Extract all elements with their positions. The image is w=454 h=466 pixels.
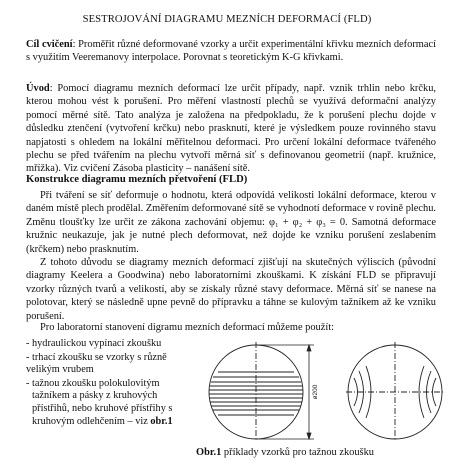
figure-caption-label: Obr.1 bbox=[196, 447, 222, 458]
intro-label: Úvod bbox=[26, 83, 50, 94]
intro-text: : Pomocí diagramu mezních deformací lze určit případy, např. vznik trhlin nebo krčku, kterou mohou vést k porušení. Pro měření vlastností plechů se využívá deformační analýzy pomocí měrné sítě. Tato analýza je založena na předpokladu, že k porušení plechu dojde v důsledku ztenčení (vytvoření krčku) nebo prasknutí, které je výsledkem pouze rovinného stavu napjatosti s ohledem na lokální měřitelnou deformaci. Pro určení lokální deformace tvářeného plechu se před tvářením na plechu vytvoří měrná síť s definovanou geometrií (např. kružnice, mřížka). Viz cvičení Zásoba plasticity – nanášení sítě. bbox=[26, 83, 436, 175]
goal-text: : Proměřit různé deformované vzorky a určit experimentální křivku mezních deformací s využitím Veeremanovy interpolace. Porovnat s teoretickým K-G křivkami. bbox=[26, 39, 436, 64]
list-item: - tažnou zkoušku polokulovitým tažníkem a pásky z kruhových přístřihů, nebo kruhové přístřihy s kruhovým odlehčením – viz obr.1 bbox=[26, 377, 173, 427]
intro-paragraph bbox=[26, 82, 436, 176]
list-item: - trhací zkoušku se vzorky s různě velikým vrubem bbox=[26, 351, 167, 376]
methods-list bbox=[26, 338, 184, 429]
paragraph-3: Pro laboratorní stanovení digramu mezních deformací můžeme použít: bbox=[40, 322, 335, 333]
goal-paragraph bbox=[26, 38, 436, 65]
blank-with-relief bbox=[346, 342, 444, 441]
figure-caption bbox=[196, 447, 374, 458]
blank-with-strips bbox=[209, 342, 303, 441]
goal-label: Cíl cvičení bbox=[26, 39, 73, 50]
page-title: SESTROJOVÁNÍ DIAGRAMU MEZNÍCH DEFORMACÍ (FLD) bbox=[82, 14, 372, 25]
figure-reference: obr.1 bbox=[150, 415, 173, 427]
diameter-label: ø200 bbox=[312, 384, 319, 400]
diameter-dimension bbox=[256, 345, 314, 439]
paragraph-2: Z tohoto důvodu se diagramy mezních deformací zjišťují na skutečných výliscích (původní diagramy Keelera a Goodwina) nebo laboratorními zkouškami. K získání FLD se připravují vzorky různých tvarů a velikostí, aby se získaly různé stavy deformace. Měrná síť se nanese na polotovar, který se následně upne pevně do přípravku a táhne se kulovým tažníkem až ke vzniku porušení. bbox=[26, 257, 436, 322]
paragraph-1: Při tváření se síť deformuje o hodnotu, která odpovídá velikosti lokální deformace, kterou v daném místě plech prodělal. Změřením deformované sítě se vyhodnotí deformace v rovině plechu. Změnu tloušťky lze určit ze zákona zachování objemu: φ₁ + φ₂ + φ₃ = 0. Samotná deformace kružnic neukazuje, jak je nutné plech deformovat, než dojde ke vzniku porušení zeslabením (krčkem) nebo prasknutím. bbox=[26, 190, 436, 255]
figure-caption-text: příklady vzorků pro tažnou zkoušku bbox=[221, 447, 374, 458]
section-heading: Konstrukce diagramu mezních přetvoření (FLD) bbox=[26, 174, 248, 185]
sample-figure bbox=[188, 338, 454, 442]
list-item: - hydraulickou vypínací zkoušku bbox=[26, 338, 162, 349]
